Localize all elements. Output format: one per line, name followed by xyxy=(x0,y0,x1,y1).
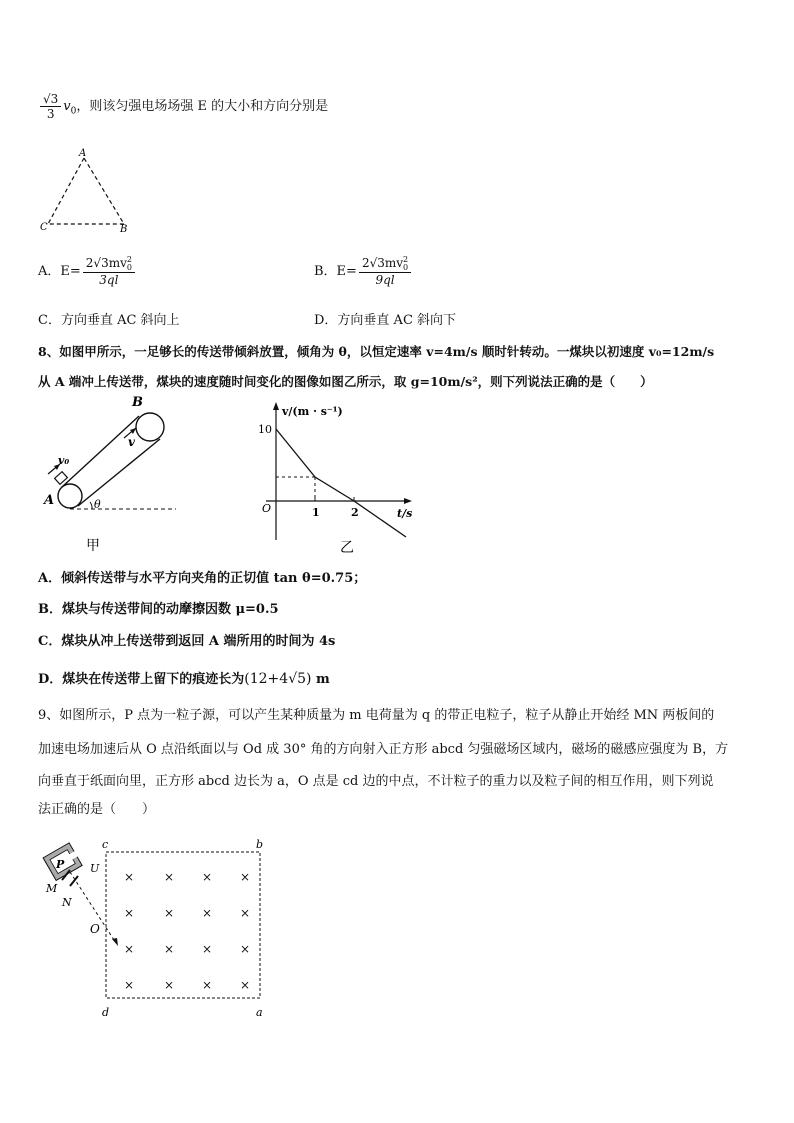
corner-c: c xyxy=(102,838,109,851)
velocity-subscript: 0 xyxy=(70,106,77,117)
q8-stem-line1: 8、如图甲所示，一足够长的传送带倾斜放置，倾角为 θ，以恒定速率 v=4m/s 顺时针转动。一煤块以初速度 v₀=12m/s xyxy=(38,344,715,359)
corner-a: a xyxy=(256,1006,263,1019)
numerator-sub: 0 xyxy=(403,263,409,272)
numerator-text: 2√3mv xyxy=(361,256,404,270)
cross-mark: × xyxy=(124,906,135,920)
vertex-label-a: A xyxy=(79,148,87,159)
cross-mark: × xyxy=(164,978,175,992)
cross-mark: × xyxy=(164,870,175,884)
label-v: v xyxy=(128,435,135,449)
cross-mark: × xyxy=(240,942,251,956)
cross-mark: × xyxy=(202,942,213,956)
fraction-denominator: 9ql xyxy=(375,273,395,287)
fraction-denominator: 3 xyxy=(46,107,55,121)
label-u: U xyxy=(90,862,100,875)
y-tick-10: 10 xyxy=(258,423,272,436)
numerator-sup: 2 xyxy=(126,255,132,264)
q7-option-a xyxy=(38,256,137,287)
label-o: O xyxy=(90,922,100,936)
corner-d: d xyxy=(102,1006,110,1019)
velocity-symbol: v xyxy=(63,99,71,114)
q9-magnetic-field-figure xyxy=(36,836,276,1026)
field-crosses xyxy=(124,870,250,992)
cross-mark: × xyxy=(164,906,175,920)
option-b-fraction xyxy=(359,256,411,287)
label-v0: v₀ xyxy=(58,454,70,467)
cross-mark: × xyxy=(164,942,175,956)
q9-stem-line1: 9、如图所示，P 点为一粒子源，可以产生某种质量为 m 电荷量为 q 的带正电粒子，粒子从静止开始经 MN 两板间的 xyxy=(38,708,715,723)
theta-arc xyxy=(90,502,92,509)
fraction-numerator xyxy=(359,256,411,273)
x-axis-arrow xyxy=(404,498,412,504)
cross-mark: × xyxy=(240,906,251,920)
q8-conveyor-figure xyxy=(36,392,206,557)
label-m: M xyxy=(46,882,58,895)
q8-option-d xyxy=(38,669,330,690)
caption-yi: 乙 xyxy=(340,540,354,556)
label-p: P xyxy=(56,858,65,871)
label-b: B xyxy=(132,395,143,410)
q7-intro-text: ，则该匀强电场场强 E 的大小和方向分别是 xyxy=(76,99,329,114)
q7-intro-line xyxy=(38,92,328,122)
particle-arrowhead xyxy=(112,938,118,946)
cross-mark: × xyxy=(202,978,213,992)
corner-b: b xyxy=(256,838,264,851)
cross-mark: × xyxy=(240,978,251,992)
numerator-text: 2√3mv xyxy=(85,256,127,270)
q8-option-a: A．倾斜传送带与水平方向夹角的正切值 tan θ=0.75； xyxy=(38,571,367,586)
q8-option-b: B．煤块与传送带间的动摩擦因数 μ=0.5 xyxy=(38,602,279,617)
cross-mark: × xyxy=(240,870,251,884)
q8-vt-graph xyxy=(252,400,422,560)
fraction-denominator: 3ql xyxy=(99,273,119,287)
option-d-text: D．煤块在传送带上留下的痕迹长为 xyxy=(38,672,245,687)
label-n: N xyxy=(62,896,72,909)
x-tick-2: 2 xyxy=(351,506,359,519)
q7-option-c: C．方向垂直 AC 斜向上 xyxy=(38,313,180,328)
caption-jia: 甲 xyxy=(86,538,100,554)
fraction-numerator: √3 xyxy=(40,92,61,107)
fraction-numerator xyxy=(83,256,135,273)
upper-pulley xyxy=(136,413,164,441)
q7-option-b xyxy=(314,256,413,287)
cross-mark: × xyxy=(124,870,135,884)
cross-mark: × xyxy=(202,906,213,920)
q7-option-d: D．方向垂直 AC 斜向下 xyxy=(314,313,457,328)
option-a-label: A．E= xyxy=(38,264,81,279)
option-a-fraction xyxy=(83,256,135,287)
v-arrowhead xyxy=(130,428,136,434)
y-axis-arrow xyxy=(273,402,279,410)
coal-block xyxy=(55,472,68,485)
q7-triangle-figure xyxy=(38,146,138,236)
x-axis-label: t/s xyxy=(397,507,413,520)
y-axis-label: v/(m · s⁻¹) xyxy=(282,405,343,418)
vertex-label-b: B xyxy=(120,224,128,235)
q9-stem-line4: 法正确的是（ ） xyxy=(38,802,156,817)
cross-mark: × xyxy=(202,870,213,884)
numerator-sub: 0 xyxy=(126,263,132,272)
q8-stem-line2: 从 A 端冲上传送带，煤块的速度随时间变化的图像如图乙所示，取 g=10m/s²，则下列说法正确的是（ ） xyxy=(38,374,653,389)
belt-top xyxy=(62,416,139,487)
q7-intro-fraction xyxy=(40,92,61,121)
q9-stem-line3: 向垂直于纸面向里，正方形 abcd 边长为 a，O 点是 cd 边的中点，不计粒子的重力以及粒子间的相互作用，则下列说 xyxy=(38,774,714,789)
triangle-abc xyxy=(48,158,124,224)
vt-line xyxy=(276,429,406,537)
option-b-label: B．E= xyxy=(314,264,357,279)
label-theta: θ xyxy=(94,498,101,511)
cross-mark: × xyxy=(124,978,135,992)
origin-label: O xyxy=(262,502,272,515)
label-a: A xyxy=(44,493,55,508)
cross-mark: × xyxy=(124,942,135,956)
x-tick-1: 1 xyxy=(312,506,320,519)
numerator-sup: 2 xyxy=(403,255,409,264)
q9-stem-line2: 加速电场加速后从 O 点沿纸面以与 Od 成 30° 角的方向射入正方形 abcd 匀强磁场区域内，磁场的磁感应强度为 B，方 xyxy=(38,742,729,757)
q8-option-c: C．煤块从冲上传送带到返回 A 端所用的时间为 4s xyxy=(38,634,336,649)
option-d-math: (12+4√5) xyxy=(244,671,312,687)
option-d-unit: m xyxy=(311,672,330,687)
belt-bottom xyxy=(78,439,160,506)
vertex-label-c: C xyxy=(40,222,48,233)
lower-pulley xyxy=(58,484,82,508)
